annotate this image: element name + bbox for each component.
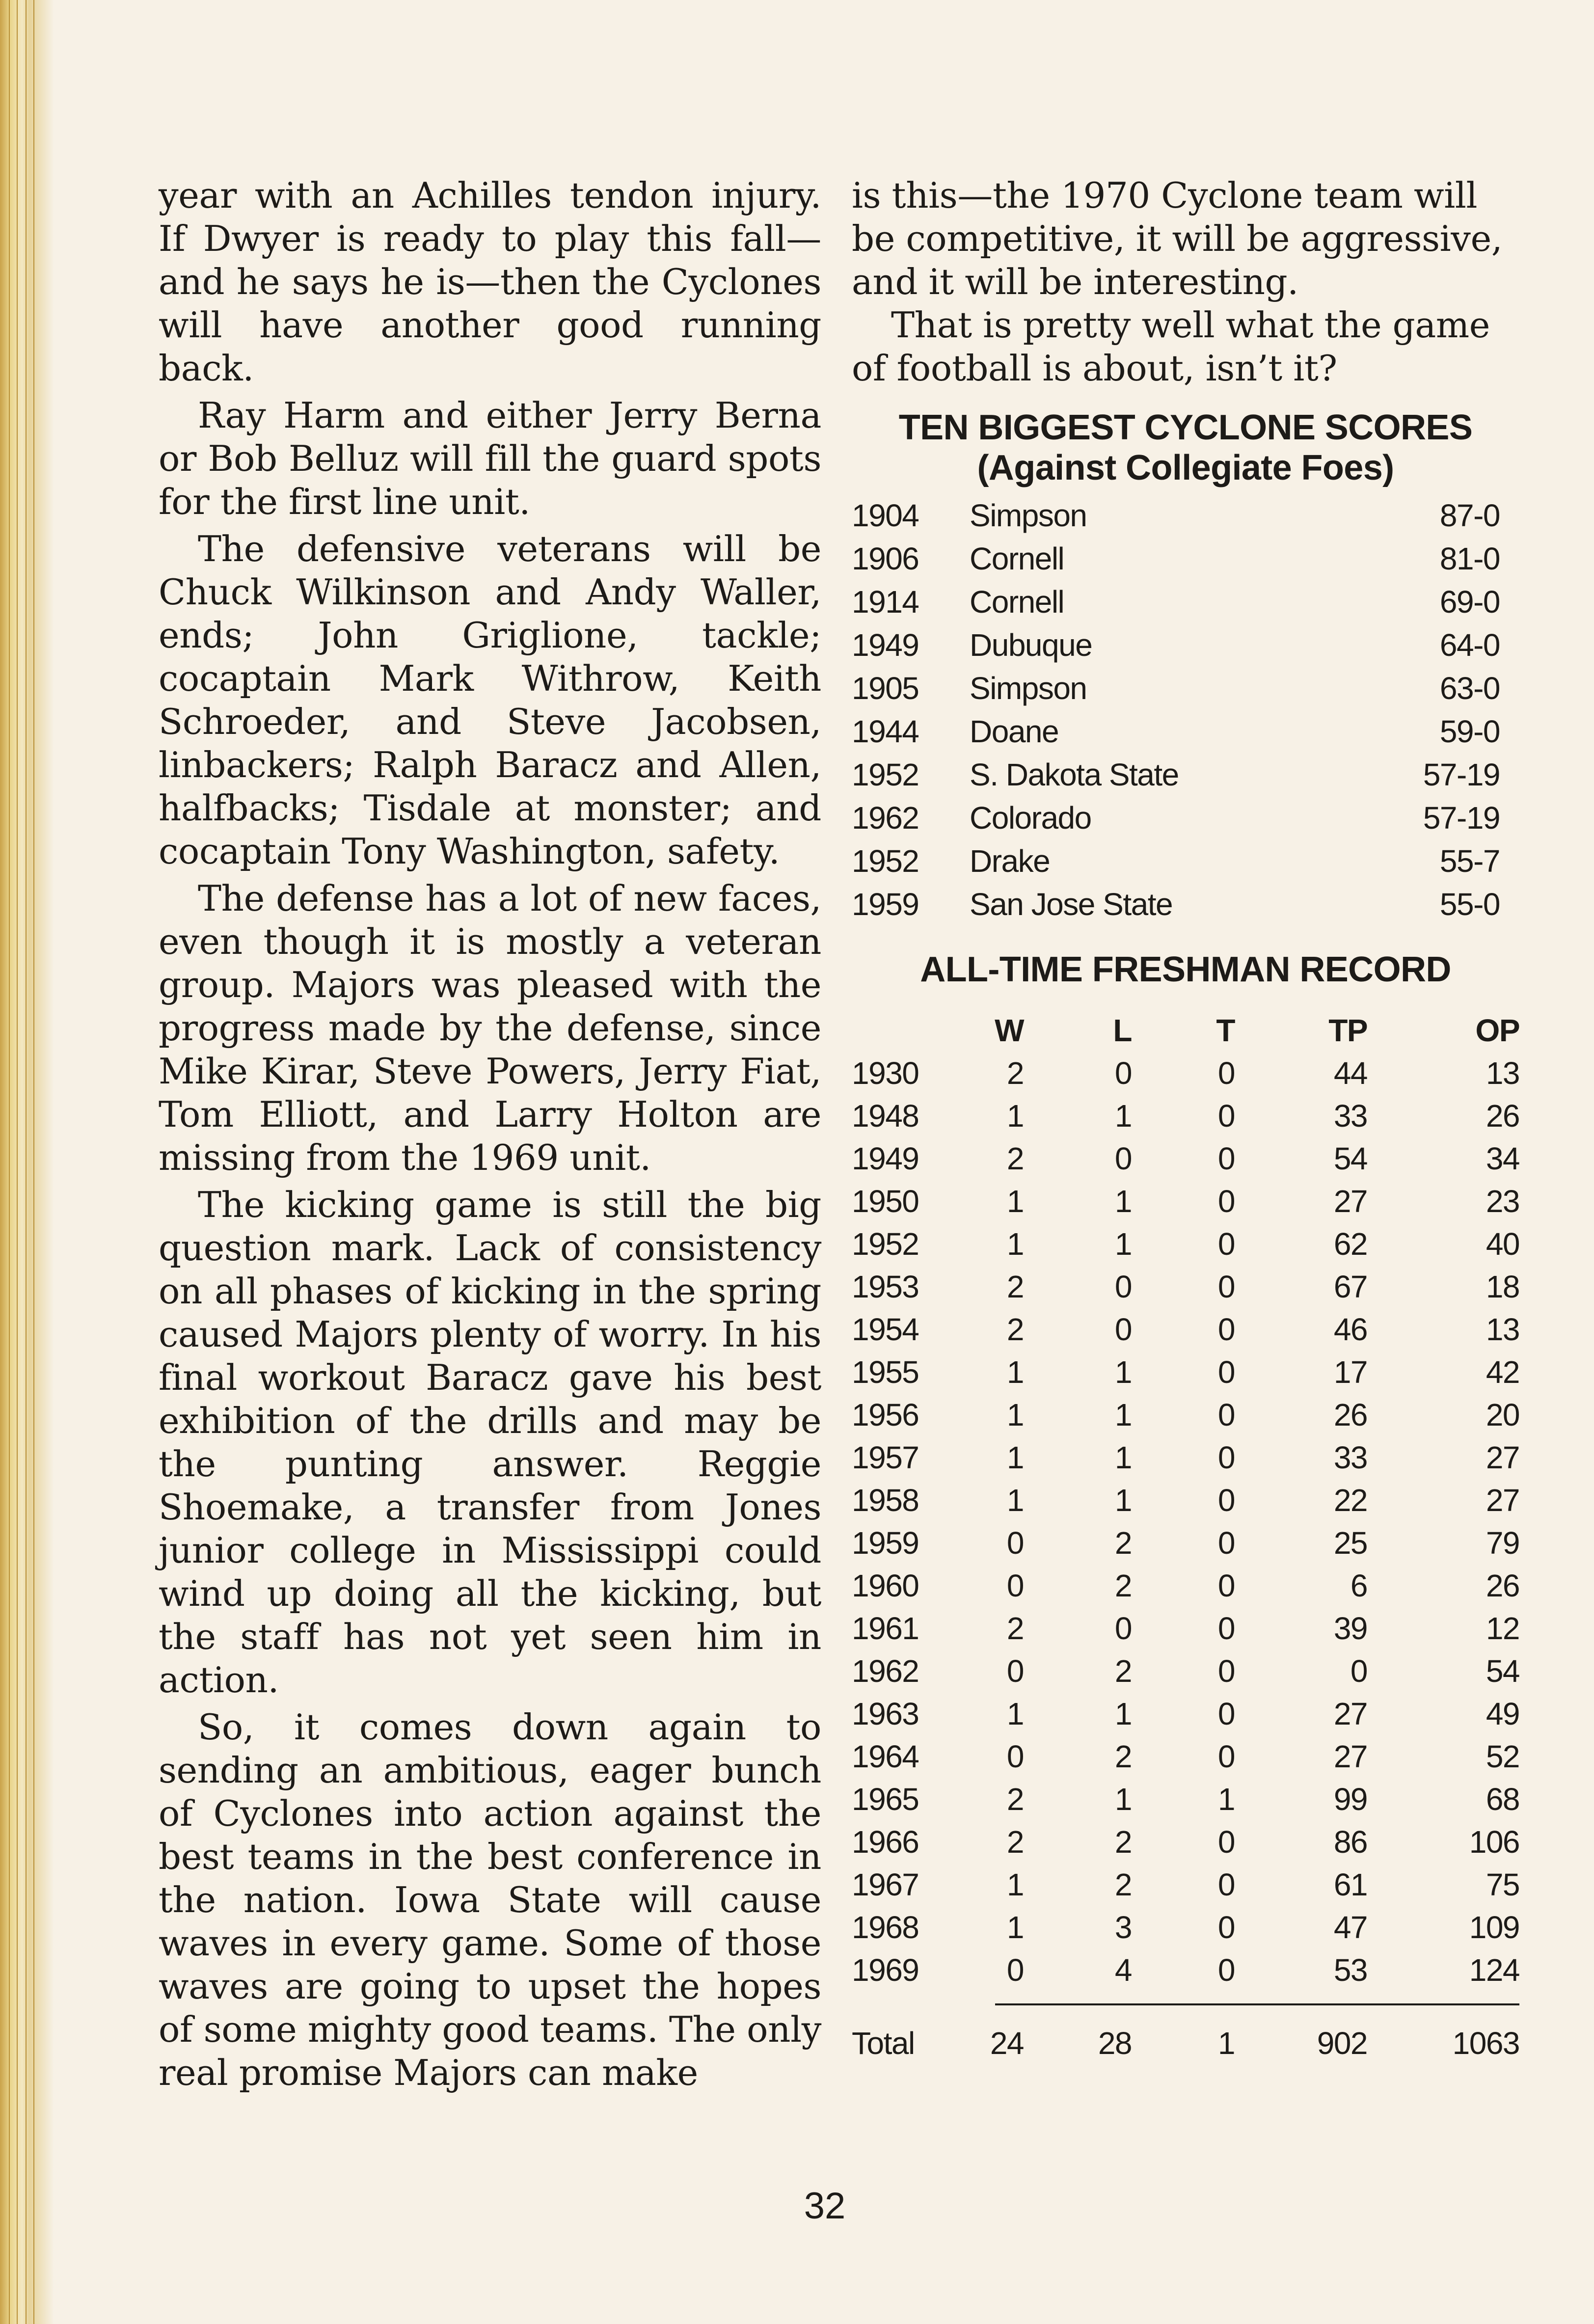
page-number: 32	[804, 2185, 846, 2227]
table-row: 1961 2 0 0 39 12	[852, 1611, 1519, 1646]
score-cell: 57-19	[1423, 757, 1500, 792]
table-row: 1958 1 1 0 22 27	[852, 1483, 1519, 1518]
total-row: Total 24 28 1 902 1063	[852, 2005, 1519, 2065]
score-cell: 87-0	[1439, 498, 1500, 533]
opponent-cell: Colorado	[970, 800, 1091, 836]
opponent-cell: Drake	[970, 843, 1050, 879]
year-cell: 1906	[852, 541, 919, 576]
opponent-cell: Simpson	[970, 498, 1087, 533]
total-label: Total	[852, 2026, 915, 2061]
table-row	[852, 580, 1510, 623]
table-row: 1967 1 2 0 61 75	[852, 1867, 1519, 1902]
freshman-title: ALL-TIME FRESHMAN RECORD	[920, 950, 1451, 989]
paragraph: So, it comes down again to sending an ambitious, eager bunch of Cyclones into action against the best teams in the best conference in the nation. Iowa State will cause waves in every game. Some of those waves are going to upset the hopes of some mighty good teams. The only real promise Majors can make	[159, 1706, 821, 2093]
paragraph: The defense has a lot of new faces, even though it is mostly a veteran group. Majors was pleased with the progress made by the defense, since Mike Kirar, Steve Powers, Jerry Fiat, Tom Elliott, and Larry Holton are missing from the 1969 unit.	[159, 878, 821, 1178]
table-row: 1955 1 1 0 17 42	[852, 1354, 1519, 1390]
year-cell: 1944	[852, 714, 919, 749]
table-row: 1959 0 2 0 25 79	[852, 1525, 1519, 1561]
table-row: 1960 0 2 0 6 26	[852, 1568, 1519, 1603]
year-cell: 1905	[852, 671, 919, 706]
table-row: 1963 1 1 0 27 49	[852, 1696, 1519, 1731]
table-row: 1948 1 1 0 33 26	[852, 1098, 1519, 1134]
table-row	[852, 537, 1510, 580]
header-tp: TP	[1328, 1013, 1367, 1048]
table-row	[852, 494, 1510, 537]
score-cell: 63-0	[1439, 671, 1500, 706]
table-row	[852, 667, 1510, 710]
table-row: 1965 2 1 1 99 68	[852, 1782, 1519, 1817]
year-cell: 1904	[852, 498, 919, 533]
header-t: T	[1216, 1013, 1235, 1048]
table-row: 1950 1 1 0 27 23	[852, 1184, 1519, 1219]
table-row	[852, 883, 1510, 926]
freshman-table-body	[852, 1052, 1519, 1992]
book-binding-edge	[0, 0, 54, 2324]
table-row	[852, 623, 1510, 667]
table-row: 1968 1 3 0 47 109	[852, 1910, 1519, 1945]
table-row: 1949 2 0 0 54 34	[852, 1141, 1519, 1176]
score-cell: 57-19	[1423, 800, 1500, 836]
table-row: 1962 0 2 0 0 54	[852, 1653, 1519, 1689]
opponent-cell: Dubuque	[970, 627, 1092, 663]
table-row: 1954 2 0 0 46 13	[852, 1312, 1519, 1347]
freshman-total-table	[852, 2005, 1519, 2065]
year-cell: 1952	[852, 843, 919, 879]
score-cell: 64-0	[1439, 627, 1500, 663]
table-row: 1957 1 1 0 33 27	[852, 1440, 1519, 1475]
table-row	[852, 710, 1510, 753]
table-row	[852, 839, 1510, 883]
table-row: 1952 1 1 0 62 40	[852, 1226, 1519, 1262]
score-cell: 59-0	[1439, 714, 1500, 749]
score-cell: 69-0	[1439, 584, 1500, 620]
score-cell: 55-0	[1439, 887, 1500, 922]
biggest-scores-table	[852, 494, 1510, 926]
year-cell: 1952	[852, 757, 919, 792]
opponent-cell: Doane	[970, 714, 1059, 749]
header-op: OP	[1475, 1013, 1519, 1048]
left-text-column	[159, 174, 821, 2098]
year-cell: 1962	[852, 800, 919, 836]
opponent-cell: Cornell	[970, 584, 1064, 620]
table-row: 1964 0 2 0 27 52	[852, 1739, 1519, 1774]
header-w: W	[995, 1013, 1024, 1048]
year-cell: 1949	[852, 627, 919, 663]
table-row: 1953 2 0 0 67 18	[852, 1269, 1519, 1304]
year-cell: 1914	[852, 584, 919, 620]
table-row	[852, 753, 1510, 796]
freshman-record-table	[852, 1009, 1519, 1992]
table-row: 1969 0 4 0 53 124	[852, 1952, 1519, 1988]
table-row: 1966 2 2 0 86 106	[852, 1824, 1519, 1860]
paragraph: The defensive veterans will be Chuck Wilkinson and Andy Waller, ends; John Griglione, tackle; cocaptain Mark Withrow, Keith Schroeder, and Steve Jacobsen, linbackers; Ralph Baracz and Allen, halfbacks; Tisdale at monster; and cocaptain Tony Washington, safety.	[159, 528, 821, 872]
paragraph: year with an Achilles tendon injury. If Dwyer is ready to play this fall—and he says he is—then the Cyclones will have another good running back.	[159, 175, 821, 389]
paragraph: That is pretty well what the game of football is about, isn’t it?	[852, 304, 1490, 389]
table-row: 1956 1 1 0 26 20	[852, 1397, 1519, 1432]
opponent-cell: San Jose State	[970, 887, 1173, 922]
score-cell: 55-7	[1439, 843, 1500, 879]
scores-title: TEN BIGGEST CYCLONE SCORES	[898, 408, 1473, 447]
paragraph: Ray Harm and either Jerry Berna or Bob Belluz will fill the guard spots for the first line unit.	[159, 395, 821, 522]
year-cell: 1959	[852, 887, 919, 922]
table-header-row	[852, 1009, 1519, 1052]
table-row: 1930 2 0 0 44 13	[852, 1055, 1519, 1091]
paragraph: is this—the 1970 Cyclone team will be competitive, it will be aggressive, and it will be interesting.	[852, 175, 1503, 302]
scores-subtitle: (Against Collegiate Foes)	[977, 448, 1394, 487]
table-row	[852, 796, 1510, 839]
opponent-cell: Cornell	[970, 541, 1064, 576]
right-column	[852, 174, 1519, 2065]
header-l: L	[1113, 1013, 1132, 1048]
paragraph: The kicking game is still the big question mark. Lack of consistency on all phases of kicking in the spring caused Majors plenty of worry. In his final workout Baracz gave his best exhibition of the drills and may be the punting answer. Reggie Shoemake, a transfer from Jones junior college in Mississippi could wind up doing all the kicking, but the staff has not yet seen him in action.	[159, 1184, 821, 1701]
score-cell: 81-0	[1439, 541, 1500, 576]
opponent-cell: Simpson	[970, 671, 1087, 706]
opponent-cell: S. Dakota State	[970, 757, 1179, 792]
